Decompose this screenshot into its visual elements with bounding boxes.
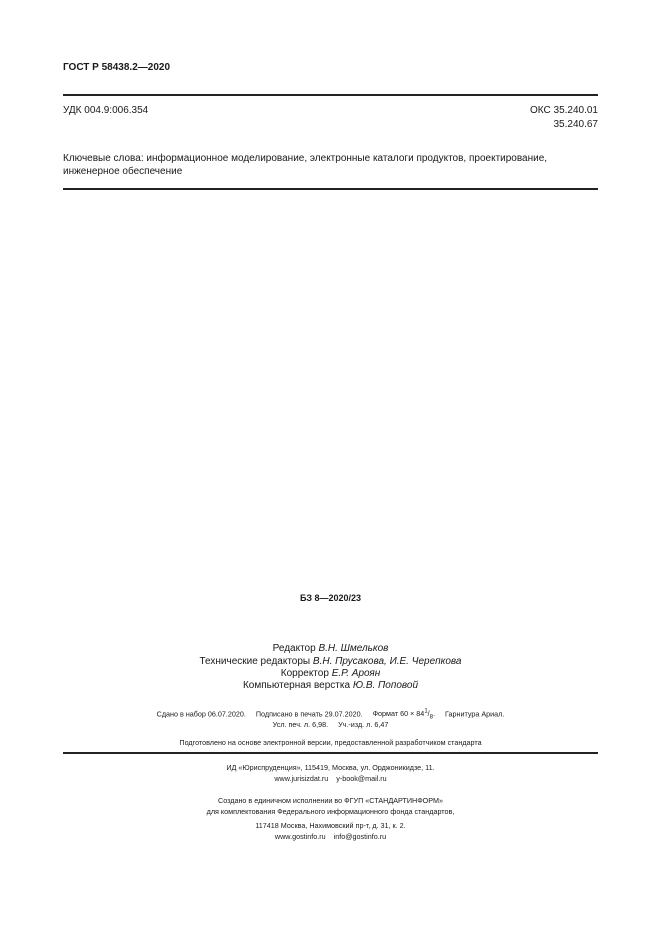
oks-code-2: 35.240.67 xyxy=(553,119,598,130)
standard-code: ГОСТ Р 58438.2—2020 xyxy=(63,62,171,73)
creator-line-2: для комплектования Федерального информационного фонда стандартов, xyxy=(206,807,455,816)
format-sub: 8 xyxy=(429,714,433,721)
submitted-date: Сдано в набор 06.07.2020. xyxy=(156,709,246,719)
format-prefix: Формат 60 × 84 xyxy=(372,709,425,719)
editor-name: В.Н. Шмельков xyxy=(318,643,389,654)
credit-layout xyxy=(63,680,598,691)
prepared-note: Подготовлено на основе электронной версии, предоставленной разработчиком стандарта xyxy=(179,738,482,747)
bottom-divider xyxy=(63,752,598,754)
credit-corrector xyxy=(63,668,598,679)
top-divider xyxy=(63,94,598,96)
print-sheets: Усл. печ. л. 6,98. xyxy=(272,720,329,729)
layout-name: Ю.В. Поповой xyxy=(352,680,419,691)
creator-line-1: Создано в единичном исполнении во ФГУП «СТАНДАРТИНФОРМ» xyxy=(218,796,443,805)
print-info-line-2 xyxy=(63,720,598,729)
layout-role: Компьютерная верстка xyxy=(242,680,351,691)
typeface: Гарнитура Ариал. xyxy=(445,709,505,719)
creator-site-link[interactable]: www.gostinfo.ru xyxy=(274,832,326,841)
publisher-email-link[interactable]: y-book@mail.ru xyxy=(336,774,387,783)
corrector-name: Е.Р. Ароян xyxy=(331,668,381,679)
paper-format: Формат $60 \times 84^1/_8$. xyxy=(372,709,435,721)
keywords-line-1: Ключевые слова: информационное моделирование, электронные каталоги продуктов, проектирование, xyxy=(63,153,548,164)
oks-code-1: ОКС 35.240.01 xyxy=(530,105,598,116)
tech-role: Технические редакторы xyxy=(199,656,311,667)
keywords-line-2: инженерное обеспечение xyxy=(63,166,183,177)
signed-date: Подписано в печать 29.07.2020. xyxy=(255,709,363,719)
publisher-sheets: Уч.-изд. л. 6,47 xyxy=(338,720,389,729)
publisher-contacts xyxy=(63,774,598,783)
publisher-address: ИД «Юриспруденция», 115419, Москва, ул. Орджоникидзе, 11. xyxy=(226,763,435,772)
udk-code: УДК 004.9:006.354 xyxy=(63,105,149,116)
tech-names: В.Н. Прусакова, И.Е. Черепкова xyxy=(312,656,462,667)
credit-editor xyxy=(63,643,598,654)
keywords-divider xyxy=(63,188,598,190)
creator-address: 117418 Москва, Нахимовский пр-т, д. 31, к. 2. xyxy=(255,821,406,830)
format-sup: 1 xyxy=(424,709,428,715)
creator-contacts xyxy=(63,832,598,841)
editor-role: Редактор xyxy=(272,643,316,654)
publisher-site-link[interactable]: www.jurisizdat.ru xyxy=(274,774,329,783)
creator-email-link[interactable]: info@gostinfo.ru xyxy=(333,832,387,841)
credit-tech-editors xyxy=(63,656,598,667)
bz-number: БЗ 8—2020/23 xyxy=(299,593,362,603)
corrector-role: Корректор xyxy=(280,668,329,679)
